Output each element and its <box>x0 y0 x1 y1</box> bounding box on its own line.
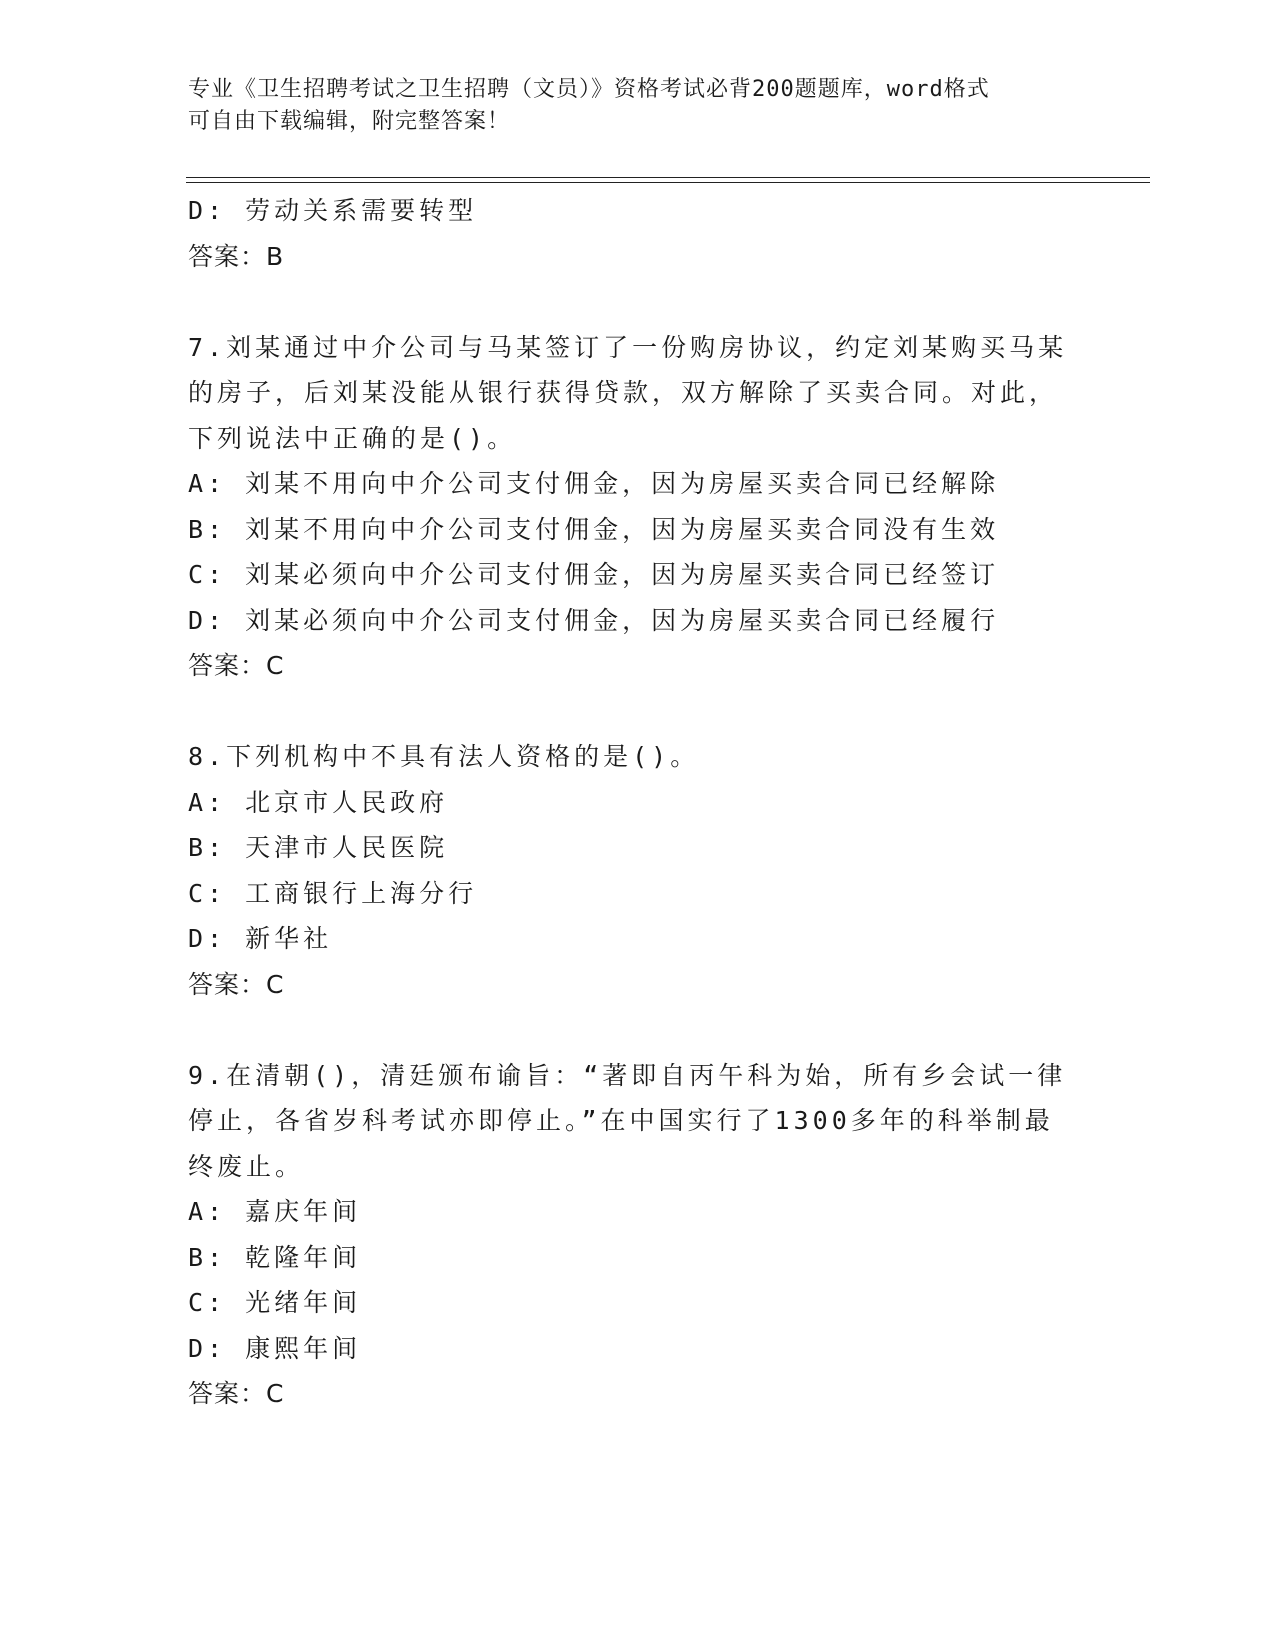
question-text-line: 停止，各省岁科考试亦即停止。”在中国实行了1300多年的科举制最 <box>188 1106 1054 1135</box>
answer-line: 答案：C <box>188 1379 285 1408</box>
document-header <box>188 74 1068 138</box>
question-text-line: 的房子，后刘某没能从银行获得贷款，双方解除了买卖合同。对此， <box>188 378 1059 407</box>
spacer <box>188 1007 1068 1053</box>
option-c: C: 工商银行上海分行 <box>188 878 478 908</box>
header-rule-bottom <box>186 182 1150 183</box>
question-text-line: 下列说法中正确的是()。 <box>188 423 517 453</box>
answer-line: 答案：B <box>188 241 285 271</box>
question-text-line: 8.下列机构中不具有法人资格的是()。 <box>188 742 700 771</box>
option-a: A: 嘉庆年间 <box>188 1197 362 1226</box>
question-text-line: 7.刘某通过中介公司与马某签订了一份购房协议，约定刘某购买马某 <box>188 332 1068 362</box>
question-content <box>188 188 1068 1417</box>
header-title-line-2: 可自由下载编辑，附完整答案！ <box>188 109 511 134</box>
question-text-line: 终废止。 <box>188 1151 305 1181</box>
question-text-line: 9.在清朝()，清廷颁布谕旨：“著即自丙午科为始，所有乡会试一律 <box>188 1060 1067 1090</box>
answer-line: 答案：C <box>188 651 285 680</box>
answer-line: 答案：C <box>188 969 285 999</box>
option-d: D: 刘某必须向中介公司支付佣金，因为房屋买卖合同已经履行 <box>188 605 1000 635</box>
option-c: C: 光绪年间 <box>188 1288 362 1317</box>
option-b: B: 乾隆年间 <box>188 1242 362 1272</box>
option-b: B: 天津市人民医院 <box>188 833 449 862</box>
option-a: A: 北京市人民政府 <box>188 787 449 817</box>
option-b: B: 刘某不用向中介公司支付佣金，因为房屋买卖合同没有生效 <box>188 514 1000 544</box>
question-9 <box>188 1053 1068 1417</box>
question-8 <box>188 734 1068 1007</box>
header-title-line-1: 专业《卫生招聘考试之卫生招聘（文员）》资格考试必背200题题库，word格式 <box>188 77 990 102</box>
option-d: D: 新华社 <box>188 924 333 953</box>
question-7 <box>188 325 1068 689</box>
option-c: C: 刘某必须向中介公司支付佣金，因为房屋买卖合同已经签订 <box>188 560 1000 589</box>
spacer <box>188 689 1068 735</box>
spacer <box>188 279 1068 325</box>
option-d: D: 康熙年间 <box>188 1333 362 1363</box>
option-d: D: 劳动关系需要转型 <box>188 196 478 225</box>
header-rule-top <box>186 177 1150 178</box>
option-a: A: 刘某不用向中介公司支付佣金，因为房屋买卖合同已经解除 <box>188 469 1000 498</box>
previous-question-tail <box>188 188 1068 279</box>
